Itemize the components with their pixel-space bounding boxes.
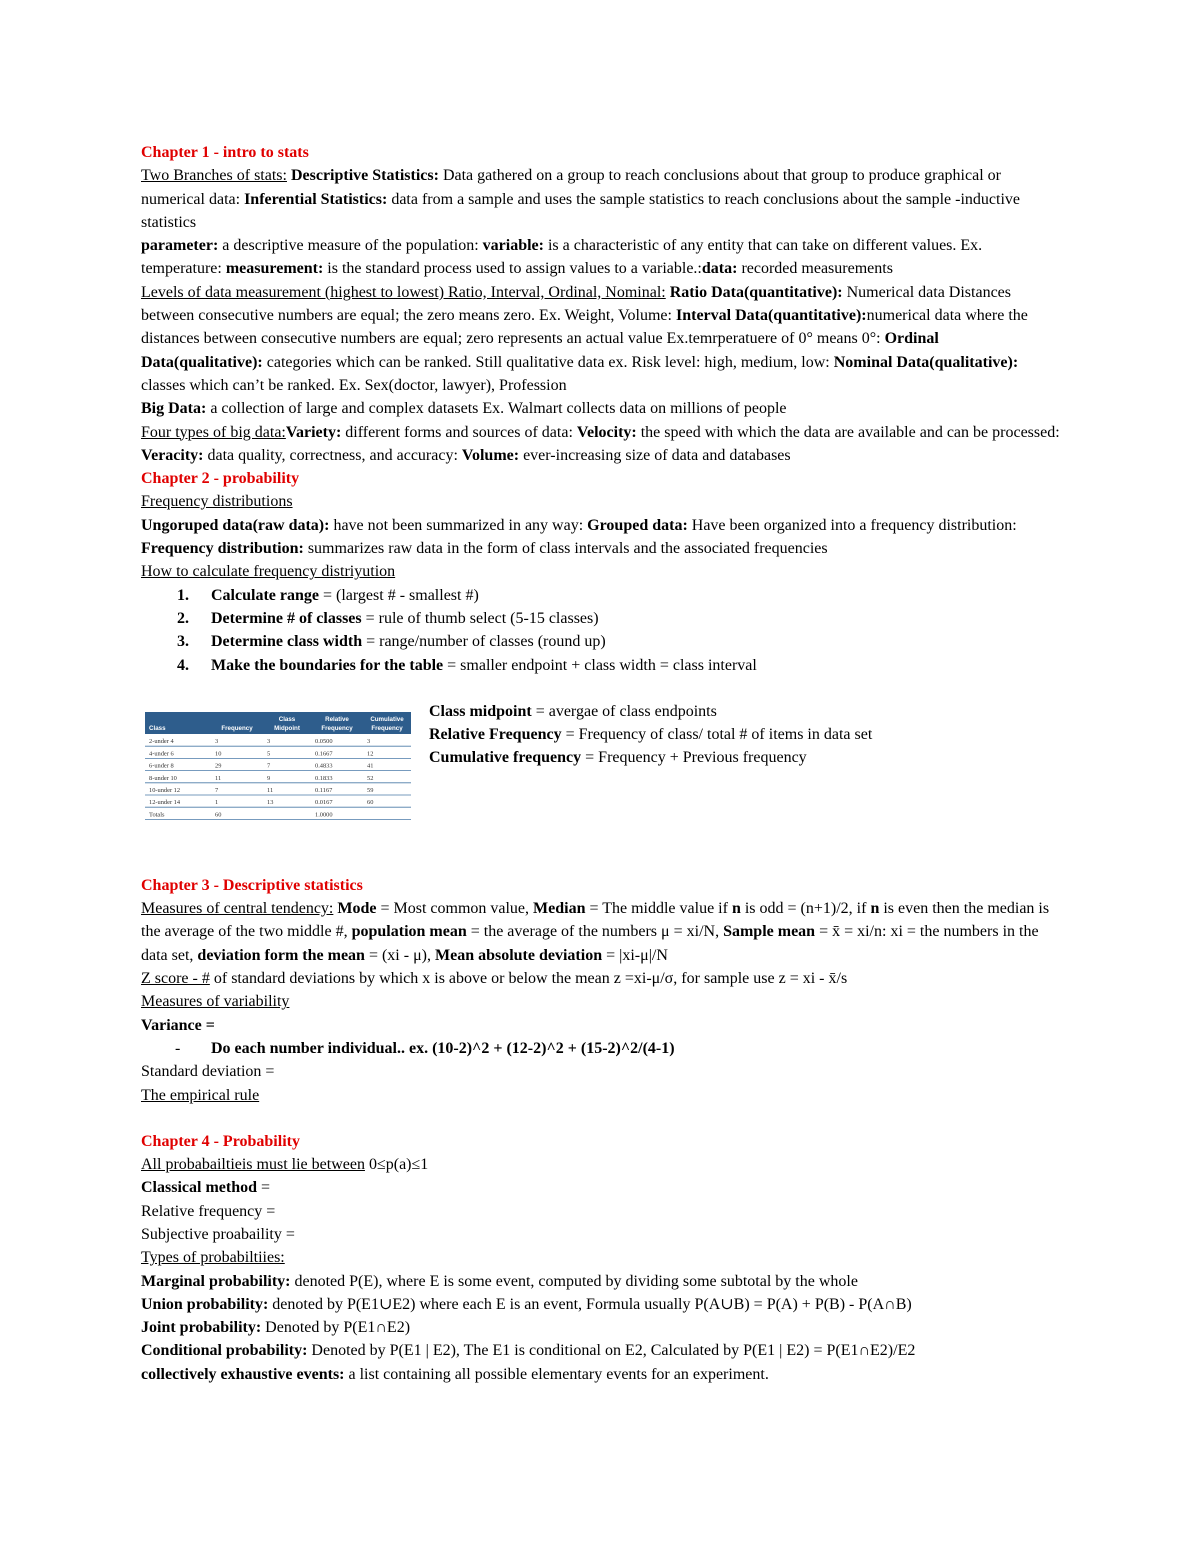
text: ever-increasing size of data and databases: [519, 446, 791, 464]
text: data from a sample and uses the sample statistics to reach conclusions about the sample -inductive statistics: [141, 190, 1021, 231]
text: Data gathered on a group to reach conclusions about that group to produce graphical or numerical data:: [141, 167, 1001, 208]
ch1-branches-label: Two Branches of stats:: [141, 167, 287, 185]
text: = Most common value,: [376, 900, 534, 918]
table-cell: 0.1667: [315, 750, 333, 758]
variance-example-text: Do each number individual.. ex. (10-2)^2 + (12-2)^2 + (15-2)^2/(4-1): [211, 1039, 675, 1057]
term-volume: Volume:: [461, 446, 520, 464]
term-n: n: [870, 900, 880, 918]
text: numerical data where the distances between consecutive numbers are equal; zero represents an actual value Ex.temrperatuere of 0° means 0°:: [141, 307, 1028, 348]
text: is a characteristic of any entity that can take on different values. Ex. temperature:: [141, 237, 983, 278]
text: denoted P(E), where E is some event, computed by dividing some subtotal by the whole: [290, 1272, 858, 1290]
term-variable: variable:: [482, 237, 544, 255]
text: = the average of the numbers μ = xi/N,: [466, 923, 724, 941]
term-n: n: [731, 900, 741, 918]
term-collectively-exhaustive-events: collectively exhaustive events:: [141, 1365, 345, 1383]
chapter-1-heading: Chapter 1 - intro to stats: [141, 144, 309, 161]
step-text: = rule of thumb select (5-15 classes): [361, 609, 599, 627]
text: = |xi-μ|/N: [602, 946, 668, 964]
term-nominal-data: Nominal Data(qualitative):: [833, 353, 1019, 371]
table-cell: Totals: [149, 811, 165, 819]
ch1-levels-paragraph: [141, 281, 1061, 397]
frequency-figure-row: [141, 700, 1061, 840]
list-item: [141, 607, 1061, 630]
term-ratio-data: Ratio Data(quantitative):: [665, 283, 843, 301]
text: denoted by P(E1∪E2) where each E is an event, Formula usually P(A∪B) = P(A) + P(B) - P(A∩B): [268, 1295, 912, 1313]
table-header-cell: Frequency: [371, 724, 403, 732]
text: is the standard process used to assign values to a variable.:: [323, 260, 702, 278]
table-header-cell: Class: [278, 715, 296, 723]
table-cell: 9: [267, 774, 271, 782]
term-parameter: parameter:: [141, 237, 219, 255]
list-item: [141, 584, 1061, 607]
ch4-classical-method: [141, 1176, 1061, 1199]
term-inferential-statistics: Inferential Statistics:: [244, 190, 388, 208]
table-cell: 11: [215, 774, 222, 782]
text: recorded measurements: [737, 260, 893, 278]
table-cell: 8-under 10: [149, 774, 177, 782]
term-conditional-probability: Conditional probability:: [141, 1342, 308, 1360]
ch1-levels-label: Levels of data measurement (highest to lowest) Ratio, Interval, Ordinal, Nominal:: [141, 283, 666, 301]
term-ungrouped-data: Ungoruped data(raw data):: [141, 516, 330, 534]
def-term: Class midpoint: [429, 702, 532, 720]
term-mode: Mode: [333, 900, 377, 918]
chapter-3-heading: Chapter 3 - Descriptive statistics: [141, 876, 363, 894]
table-header-cell: Class: [149, 724, 166, 732]
term-velocity: Velocity:: [576, 423, 637, 441]
ch3-central-tendency-label: Measures of central tendency:: [141, 900, 334, 918]
def-term: Cumulative frequency: [429, 749, 582, 767]
text: = (xi - μ),: [364, 946, 435, 964]
ch1-terms-paragraph: [141, 234, 1061, 281]
text: Denoted by P(E1∩E2): [261, 1319, 411, 1337]
list-dash: -: [175, 1039, 181, 1057]
text: have not been summarized in any way:: [329, 516, 588, 534]
def-term: Relative Frequency: [429, 726, 562, 744]
term-interval-data: Interval Data(quantitative):: [675, 307, 867, 325]
table-cell: 41: [367, 762, 374, 770]
term-variance: Variance =: [141, 1016, 215, 1034]
text: is odd = (n+1)/2, if: [740, 900, 871, 918]
text: 0≤p(a)≤1: [364, 1156, 429, 1174]
chapter-4-heading: Chapter 4 - Probability: [141, 1132, 300, 1150]
table-cell: 0.0500: [315, 738, 333, 746]
step-term: Determine # of classes: [211, 609, 362, 627]
table-cell: 3: [215, 738, 219, 746]
ch4-exhaustive: [141, 1363, 1061, 1386]
table-cell: 0.1167: [315, 786, 333, 794]
step-text: = range/number of classes (round up): [362, 633, 606, 651]
step-term: Calculate range: [211, 586, 319, 604]
table-cell: 2-under 4: [149, 738, 174, 746]
step-text: = (largest # - smallest #): [318, 586, 479, 604]
ch2-data-types-paragraph: [141, 514, 1061, 561]
list-item: [141, 630, 1061, 653]
ch3-variance-line: [141, 1014, 1061, 1037]
term-union-probability: Union probability:: [141, 1295, 269, 1313]
ch2-frequency-distributions-subheading: Frequency distributions: [141, 493, 293, 511]
term-big-data: Big Data:: [141, 400, 207, 418]
ch3-zscore-paragraph: [141, 967, 1061, 990]
table-cell: 52: [367, 774, 374, 782]
table-header-cell: Cumulative: [370, 715, 404, 723]
term-mean-absolute-deviation: Mean absolute deviation: [434, 946, 603, 964]
table-cell: 12-under 14: [149, 799, 181, 807]
def-cumulative-frequency: [429, 746, 872, 769]
text: = The middle value if: [585, 900, 732, 918]
term-frequency-distribution: Frequency distribution:: [141, 540, 304, 558]
term-classical-method: Classical method: [141, 1179, 257, 1197]
table-cell: 13: [267, 799, 274, 807]
def-relative-frequency: [429, 723, 872, 746]
text: = x̄ = xi/n: xi = the numbers in the data set,: [141, 923, 1039, 964]
text: a collection of large and complex datasets Ex. Walmart collects data on millions of people: [206, 400, 787, 418]
table-cell: 60: [215, 811, 222, 819]
term-grouped-data: Grouped data:: [587, 516, 688, 534]
term-median: Median: [533, 900, 586, 918]
document-page: [141, 141, 1061, 1386]
text: Denoted by P(E1 | E2), The E1 is conditional on E2, Calculated by P(E1 | E2) = P(E1∩E2)/E2: [307, 1342, 916, 1360]
text: of standard deviations by which x is above or below the mean z =xi-μ/σ, for sample use z = xi - x̄/s: [209, 970, 848, 988]
table-header-cell: Frequency: [321, 724, 353, 732]
text: is even then the median is the average of the two middle #,: [141, 900, 1050, 941]
list-item: [141, 654, 1061, 677]
ch1-bigdata-paragraph: [141, 397, 1061, 420]
term-data: data:: [701, 260, 738, 278]
frequency-definitions: [429, 700, 872, 770]
frequency-steps-list: [141, 584, 1061, 677]
term-veracity: Veracity:: [141, 446, 204, 464]
def-text: = Frequency + Previous frequency: [581, 749, 807, 767]
ch4-range-label: All probabailtieis must lie between: [141, 1156, 365, 1174]
table-cell: 0.0167: [315, 799, 333, 807]
ch3-zscore-label: Z score - #: [141, 970, 210, 988]
term-population-mean: population mean: [351, 923, 467, 941]
table-cell: 10: [215, 750, 222, 758]
step-term: Make the boundaries for the table: [211, 656, 444, 674]
ch1-four-types-paragraph: [141, 421, 1061, 468]
text: a descriptive measure of the population:: [218, 237, 483, 255]
text: Have been organized into a frequency distribution:: [687, 516, 1017, 534]
ch4-subjective-probability: Subjective proabaility =: [141, 1225, 295, 1243]
term-joint-probability: Joint probability:: [141, 1319, 262, 1337]
spacer: [141, 1107, 1061, 1130]
ch1-branches-paragraph: [141, 164, 1061, 234]
list-number: 1.: [177, 586, 189, 604]
text: summarizes raw data in the form of class intervals and the associated frequencies: [303, 540, 828, 558]
list-number: 2.: [177, 609, 189, 627]
def-class-midpoint: [429, 700, 872, 723]
table-cell: 60: [367, 799, 374, 807]
text: a list containing all possible elementary events for an experiment.: [344, 1365, 769, 1383]
table-cell: 5: [267, 750, 271, 758]
def-text: = Frequency of class/ total # of items in data set: [561, 726, 873, 744]
ch4-union: [141, 1293, 1061, 1316]
table-cell: 7: [267, 762, 271, 770]
ch4-conditional: [141, 1339, 1061, 1362]
table-cell: 0.4833: [315, 762, 333, 770]
term-variety: Variety:: [285, 423, 342, 441]
ch4-joint: [141, 1316, 1061, 1339]
ch3-central-tendency-paragraph: [141, 897, 1061, 967]
term-sample-mean: Sample mean: [723, 923, 816, 941]
table-cell: 3: [267, 738, 271, 746]
text: categories which can be ranked. Still qualitative data ex. Risk level: high, medium, low:: [262, 353, 834, 371]
table-cell: 12: [367, 750, 374, 758]
list-number: 4.: [177, 656, 189, 674]
table-header-cell: Frequency: [221, 724, 253, 732]
term-descriptive-statistics: Descriptive Statistics:: [290, 167, 439, 185]
table-cell: 10-under 12: [149, 786, 181, 794]
ch3-variability-subheading: Measures of variability: [141, 993, 290, 1011]
term-marginal-probability: Marginal probability:: [141, 1272, 291, 1290]
ch3-std-dev-line: Standard deviation =: [141, 1063, 275, 1081]
ch3-empirical-rule: The empirical rule: [141, 1086, 260, 1104]
term-ordinal-data: Ordinal Data(qualitative):: [141, 330, 939, 371]
ch4-marginal: [141, 1270, 1061, 1293]
term-deviation-from-mean: deviation form the mean: [197, 946, 365, 964]
table-header-cell: Midpoint: [274, 724, 300, 732]
ch4-probability-range: [141, 1153, 1061, 1176]
table-cell: 1: [215, 799, 219, 807]
table-cell: 3: [367, 738, 371, 746]
table-cell: 6-under 8: [149, 762, 174, 770]
text: data quality, correctness, and accuracy:: [203, 446, 462, 464]
table-cell: 1.0000: [315, 811, 333, 819]
table-cell: 11: [267, 786, 274, 794]
term-measurement: measurement:: [225, 260, 324, 278]
step-term: Determine class width: [211, 633, 363, 651]
frequency-distribution-table-image: [145, 712, 411, 824]
text: classes which can’t be ranked. Ex. Sex(doctor, lawyer), Profession: [141, 376, 567, 394]
text: =: [257, 1179, 271, 1197]
text: different forms and sources of data:: [341, 423, 577, 441]
ch1-four-types-label: Four types of big data:: [141, 423, 286, 441]
table-header-cell: Relative: [325, 715, 349, 723]
step-text: = smaller endpoint + class width = class interval: [443, 656, 757, 674]
table-cell: 0.1833: [315, 774, 333, 782]
chapter-2-heading: Chapter 2 - probability: [141, 470, 300, 488]
table-cell: 4-under 6: [149, 750, 174, 758]
text: the speed with which the data are available and can be processed:: [636, 423, 1060, 441]
ch3-variance-example: [141, 1037, 1061, 1060]
def-text: = avergae of class endpoints: [531, 702, 717, 720]
ch2-how-to-subheading: How to calculate frequency distriyution: [141, 563, 396, 581]
table-cell: 29: [215, 762, 222, 770]
list-number: 3.: [177, 633, 189, 651]
ch4-types-subheading: Types of probabiltiies:: [141, 1249, 285, 1267]
table-cell: 59: [367, 786, 374, 794]
table-cell: 7: [215, 786, 219, 794]
ch4-relative-frequency: Relative frequency =: [141, 1202, 276, 1220]
text: Numerical data Distances between consecutive numbers are equal; the zero means zero. Ex. Weight, Volume:: [141, 283, 1011, 325]
